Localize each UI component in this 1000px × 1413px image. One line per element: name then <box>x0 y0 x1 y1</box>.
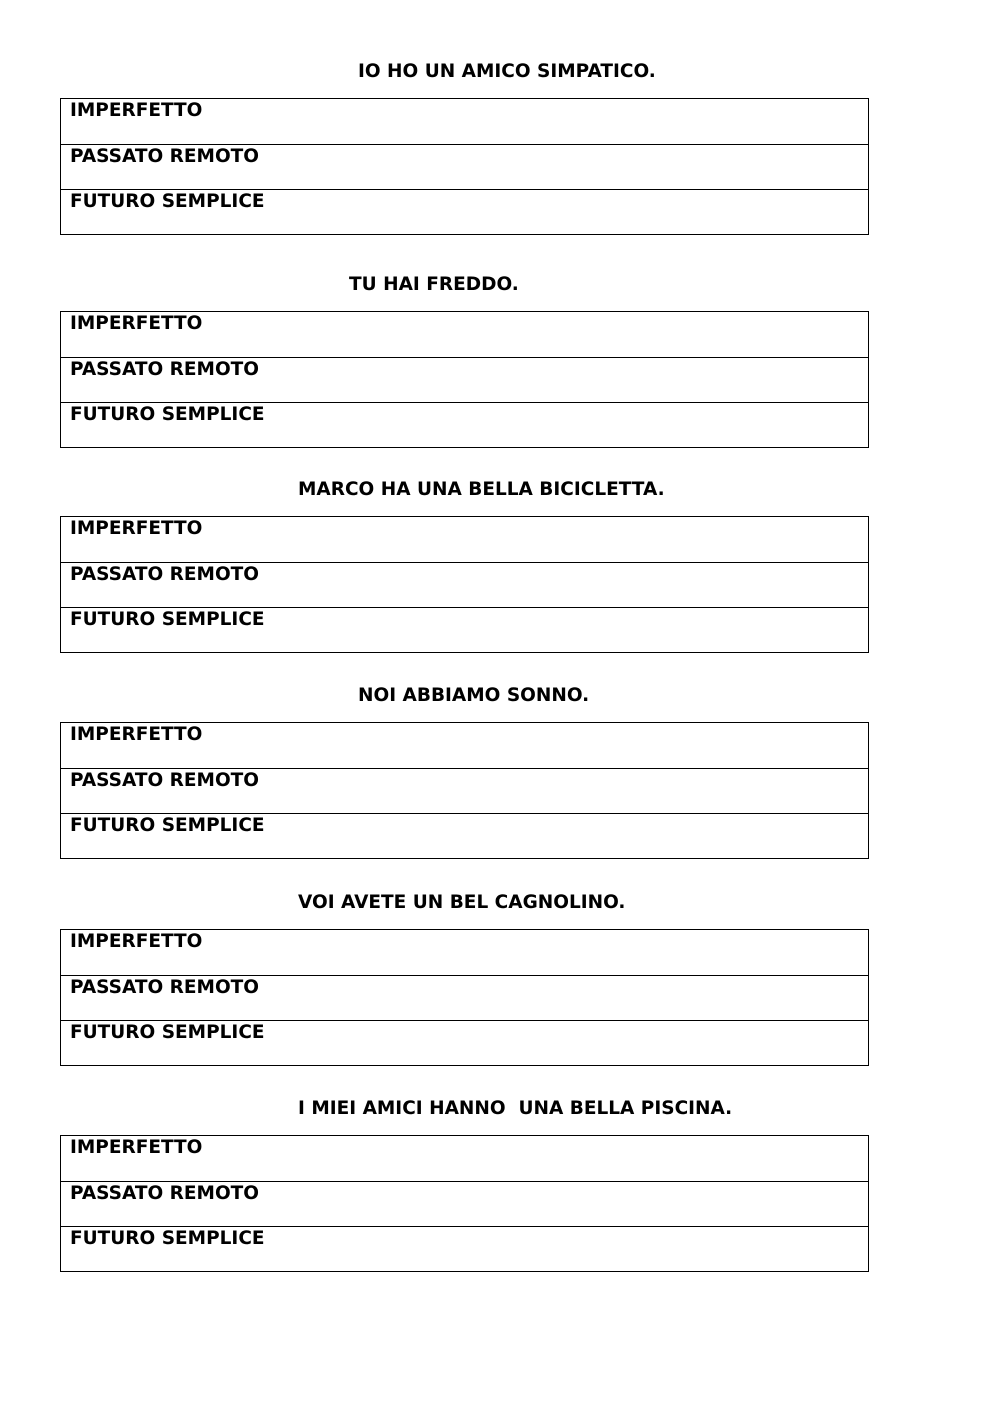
answer-cell[interactable] <box>265 1228 868 1271</box>
table-row <box>61 312 868 357</box>
answer-cell[interactable] <box>259 359 868 402</box>
table-row <box>61 144 868 189</box>
table-row <box>61 1136 868 1181</box>
answer-cell[interactable] <box>259 1183 868 1226</box>
tense-label: IMPERFETTO <box>70 100 203 121</box>
answer-cell[interactable] <box>202 518 868 562</box>
table-row <box>61 189 868 234</box>
table-row <box>61 1181 868 1226</box>
table-row <box>61 1020 868 1065</box>
answer-cell[interactable] <box>265 191 868 234</box>
answer-cell[interactable] <box>259 770 868 813</box>
answer-cell[interactable] <box>265 1022 868 1065</box>
tense-label: FUTURO SEMPLICE <box>70 191 265 212</box>
tense-table <box>60 1135 869 1272</box>
table-row <box>61 517 868 562</box>
table-row <box>61 930 868 975</box>
table-row <box>61 562 868 607</box>
answer-cell[interactable] <box>265 404 868 447</box>
sentence-heading: I MIEI AMICI HANNO UNA BELLA PISCINA. <box>298 1098 733 1119</box>
table-row <box>61 723 868 768</box>
sentence-heading: MARCO HA UNA BELLA BICICLETTA. <box>298 479 665 500</box>
answer-cell[interactable] <box>202 313 868 357</box>
tense-label: FUTURO SEMPLICE <box>70 1022 265 1043</box>
answer-cell[interactable] <box>259 564 868 607</box>
answer-cell[interactable] <box>202 724 868 768</box>
sentence-heading: VOI AVETE UN BEL CAGNOLINO. <box>298 892 626 913</box>
table-row <box>61 975 868 1020</box>
tense-table <box>60 929 869 1066</box>
tense-label: PASSATO REMOTO <box>70 146 260 167</box>
tense-label: PASSATO REMOTO <box>70 770 260 791</box>
tense-label: PASSATO REMOTO <box>70 359 260 380</box>
answer-cell[interactable] <box>202 100 868 144</box>
answer-cell[interactable] <box>202 931 868 975</box>
tense-label: IMPERFETTO <box>70 931 203 952</box>
tense-label: FUTURO SEMPLICE <box>70 404 265 425</box>
table-row <box>61 768 868 813</box>
answer-cell[interactable] <box>259 977 868 1020</box>
tense-table <box>60 311 869 448</box>
sentence-heading: TU HAI FREDDO. <box>349 274 519 295</box>
tense-label: PASSATO REMOTO <box>70 977 260 998</box>
tense-table <box>60 722 869 859</box>
tense-label: IMPERFETTO <box>70 1137 203 1158</box>
answer-cell[interactable] <box>202 1137 868 1181</box>
tense-label: PASSATO REMOTO <box>70 564 260 585</box>
table-row <box>61 813 868 858</box>
tense-table <box>60 516 869 653</box>
tense-table <box>60 98 869 235</box>
tense-label: FUTURO SEMPLICE <box>70 609 265 630</box>
tense-label: FUTURO SEMPLICE <box>70 1228 265 1249</box>
sentence-heading: NOI ABBIAMO SONNO. <box>358 685 590 706</box>
answer-cell[interactable] <box>265 815 868 858</box>
tense-label: IMPERFETTO <box>70 313 203 334</box>
table-row <box>61 402 868 447</box>
tense-label: IMPERFETTO <box>70 518 203 539</box>
table-row <box>61 1226 868 1271</box>
answer-cell[interactable] <box>259 146 868 189</box>
table-row <box>61 607 868 652</box>
table-row <box>61 99 868 144</box>
answer-cell[interactable] <box>265 609 868 652</box>
tense-label: FUTURO SEMPLICE <box>70 815 265 836</box>
tense-label: IMPERFETTO <box>70 724 203 745</box>
table-row <box>61 357 868 402</box>
tense-label: PASSATO REMOTO <box>70 1183 260 1204</box>
sentence-heading: IO HO UN AMICO SIMPATICO. <box>358 61 656 82</box>
